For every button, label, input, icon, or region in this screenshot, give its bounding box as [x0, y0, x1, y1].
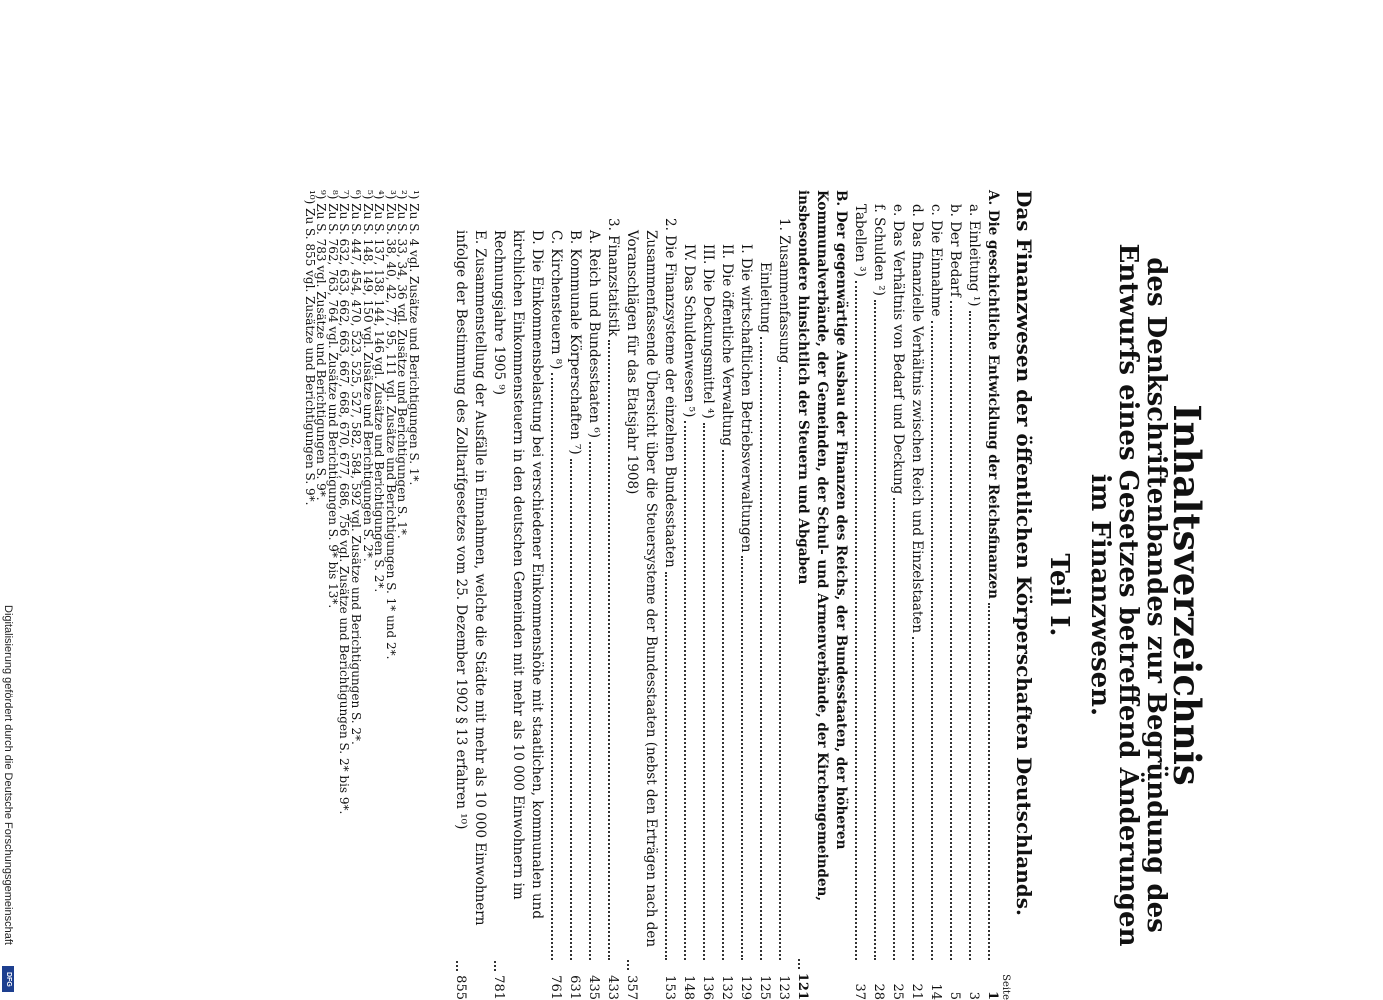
toc-entry-label: A. Reich und Bundesstaaten ⁶)	[586, 230, 602, 439]
footnote: ¹) Zu S. 4 vgl. Zusätze und Berichtigungen S. 1*.	[407, 190, 421, 486]
toc-entry-label: Tabellen ³)	[852, 204, 868, 277]
toc-entry-page: 3	[966, 991, 981, 1000]
leader-dots	[931, 321, 933, 960]
section-heading: Das Finanzwesen der öffentlichen Körperschaften Deutschlands.	[1012, 190, 1036, 916]
toc-entry	[489, 190, 546, 1000]
toc-entry	[698, 190, 717, 1000]
toc-entry-label: 2. Die Finanzsysteme der einzelnen Bundesstaaten	[662, 218, 678, 568]
toc-entry-label: C. Kirchensteuern ⁸)	[548, 230, 564, 370]
toc-entry	[907, 190, 926, 1000]
toc-entry-label: B. Kommunale Körperschaften ⁷)	[567, 230, 583, 455]
footnote: ⁷) Zu S. 632, 633, 662, 663, 667, 668, 670, 677, 686, 756 vgl. Zusätze und Berichtigungen S. 2* bis 9*.	[337, 190, 352, 815]
toc-entry	[565, 190, 584, 1000]
footnote: ⁶) Zu S. 447, 454, 470, 523, 525, 527, 582, 584, 592 vgl. Zusätze und Berichtigungen S. 2*.	[349, 190, 364, 745]
toc-entry	[888, 190, 907, 1000]
digitization-credit: Digitalisierung gefördert durch die Deutsche Forschungsgemeinschaft	[2, 605, 14, 945]
footnote: ⁸) Zu S. 762, 763, 764 vgl. Zusätze und Berichtigungen S. 9* bis 13*.	[325, 190, 340, 609]
leader-dots	[855, 281, 857, 960]
leader-dots	[760, 337, 762, 960]
toc-entry-label: II. Die öffentliche Verwaltung	[719, 244, 735, 446]
toc-entry-label: Zusammenfassende Übersicht über die Steuersysteme der Bundesstaaten (nebst den Erträgen nach den Voranschlägen für das Etatsjahr 1908)	[624, 230, 659, 948]
toc-entry-page: 433	[605, 975, 620, 1000]
document-subtitle: des Denkschriftenbandes zur Begründung des Entwurfs eines Gesetzes betreffend Änderungen im Finanzwesen.	[1085, 243, 1171, 947]
toc-entry-page: 435	[586, 975, 601, 1000]
toc-entry-page: 1	[985, 990, 1000, 1000]
part-heading: Teil I.	[1044, 553, 1074, 637]
toc-entry-page: 761	[548, 975, 563, 1000]
leader-dots	[494, 961, 496, 971]
toc-entry	[679, 190, 698, 1000]
page-column-label: Seite	[1000, 974, 1011, 1000]
leader-dots	[988, 603, 990, 960]
dfg-logo: DFG	[2, 966, 14, 992]
toc-entry-page: 37	[852, 983, 867, 1000]
toc-entry-label: 1. Zusammenfassung	[776, 218, 792, 364]
toc-entry-label: e. Das Verhältnis von Bedarf und Deckung	[890, 204, 906, 495]
toc-entry-label: I. Die wirtschaftlichen Betriebsverwaltungen	[738, 244, 754, 553]
toc-entry-page: 125	[757, 975, 772, 1000]
toc-entry-page: 153	[662, 975, 677, 1000]
footnotes	[303, 190, 419, 1000]
toc-entry	[546, 190, 565, 1000]
leader-dots	[912, 637, 914, 960]
toc-entry-page: 121	[795, 972, 810, 1000]
footnote: ²) Zu S. 33, 34, 36 vgl. Zusätze und Berichtigungen S. 1*.	[395, 190, 410, 539]
toc-entry	[926, 190, 945, 1000]
toc-entry-page: 148	[681, 975, 696, 1000]
toc-entry-label: D. Die Einkommensbelastung bei verschiedener Einkommenshöhe mit staatlichen, kommunalen und kirchlichen Einkommensteuern in den deutschen Gemeinden mit mehr als 10 000 Einwohnern im Rechnungsjahre 1905 ⁹)	[491, 230, 545, 919]
toc-entry-page: 14	[928, 983, 943, 1000]
toc-entry	[945, 190, 964, 1000]
toc-entry-label: E. Zusammenstellung der Ausfälle in Einnahmen, welche die Städte mit mehr als 10 000 Einwohnern infolge der Bestimmung des Zolltarifgesetzes vom 25. Dezember 1902 § 13 erfahren ¹⁰)	[453, 230, 488, 926]
toc-entry-page: 357	[624, 975, 639, 1000]
toc-entry-label: IV. Das Schuldenwesen ⁵)	[681, 244, 697, 418]
toc-entry-label: d. Das finanzielle Verhältnis zwischen Reich und Einzelstaaten	[909, 204, 925, 634]
toc-entry-page: 781	[491, 975, 506, 1000]
footnote: ⁴) Zu S. 137, 138, 144, 146 vgl. Zusätze und Berichtigungen S. 2*.	[372, 190, 387, 593]
toc-entry-page: 5	[947, 991, 962, 1000]
toc-entry-label: III. Die Deckungsmittel ⁴)	[700, 244, 716, 419]
toc-entry-page: 28	[871, 983, 886, 1000]
toc-entry-label: A. Die geschichtliche Entwicklung der Reichsfinanzen	[985, 190, 1001, 599]
leader-dots	[665, 572, 667, 960]
toc-entry	[983, 190, 1002, 1000]
toc-entry	[717, 190, 736, 1000]
toc-entry	[660, 190, 679, 1000]
leader-dots	[874, 300, 876, 960]
footnote: ⁹) Zu S. 783 vgl. Zusätze und Berichtigungen S. 9*.	[314, 190, 329, 501]
toc-entry	[603, 190, 622, 1000]
leader-dots	[703, 423, 705, 960]
leader-dots	[779, 367, 781, 960]
toc-entry	[755, 190, 774, 1000]
document-title: Inhaltsverzeichnis	[1165, 404, 1209, 786]
toc-entry-page: 129	[738, 975, 753, 1000]
toc-entry	[964, 190, 983, 1000]
leader-dots	[570, 459, 572, 960]
leader-dots	[627, 960, 629, 970]
footnote: ¹⁰) Zu S. 855 vgl. Zusätze und Berichtigungen S. 9*.	[302, 190, 317, 506]
toc-entry-page: 136	[700, 975, 715, 1000]
footnote: ³) Zu S. 38, 40, 42, 77, 95, 111 vgl. Zusätze und Berichtigungen S. 1* und 2*.	[383, 190, 398, 660]
toc-entry	[850, 190, 869, 1000]
leader-dots	[893, 498, 895, 960]
toc-entry-page: 21	[909, 983, 924, 1000]
toc-entry-label: b. Der Bedarf	[947, 204, 963, 297]
toc-entry-page: 123	[776, 975, 791, 1000]
toc-entry	[584, 190, 603, 1000]
toc-entry	[736, 190, 755, 1000]
toc-entry-label: 3. Finanzstatistik	[605, 218, 621, 337]
toc-entry-page: 631	[567, 975, 582, 1000]
table-of-contents	[451, 190, 1002, 1000]
toc-entry-page: 25	[890, 983, 905, 1000]
leader-dots	[798, 959, 800, 969]
leader-dots	[551, 373, 553, 960]
toc-entry-label: a. Einleitung ¹)	[966, 204, 982, 307]
toc-entry	[793, 190, 850, 1000]
toc-entry-label: f. Schulden ²)	[871, 204, 887, 296]
leader-dots	[456, 961, 458, 971]
leader-dots	[950, 301, 952, 960]
leader-dots	[589, 442, 591, 960]
leader-dots	[608, 340, 610, 960]
leader-dots	[722, 450, 724, 960]
footnote: ⁵) Zu S. 148, 149, 150 vgl. Zusätze und Berichtigungen S. 2*.	[360, 190, 375, 562]
rotated-document	[175, 190, 1209, 1000]
toc-entry	[869, 190, 888, 1000]
toc-entry	[451, 190, 489, 1000]
leader-dots	[741, 556, 743, 960]
toc-entry-label: Einleitung	[757, 262, 773, 333]
toc-entry	[622, 190, 660, 1000]
toc-entry-label: B. Der gegenwärtige Ausbau der Finanzen des Reichs, der Bundesstaaten, der höheren Kommunalverbände, der Gemeinden, der Schul- und Armenverbände, der Kirchengemeinden, insbesondere hinsichtlich der Steuern und Abgaben	[795, 190, 849, 902]
leader-dots	[969, 311, 971, 960]
toc-entry	[774, 190, 793, 1000]
toc-entry-label: c. Die Einnahme	[928, 204, 944, 317]
leader-dots	[684, 421, 686, 960]
toc-entry-page: 132	[719, 975, 734, 1000]
toc-entry-page: 855	[453, 975, 468, 1000]
